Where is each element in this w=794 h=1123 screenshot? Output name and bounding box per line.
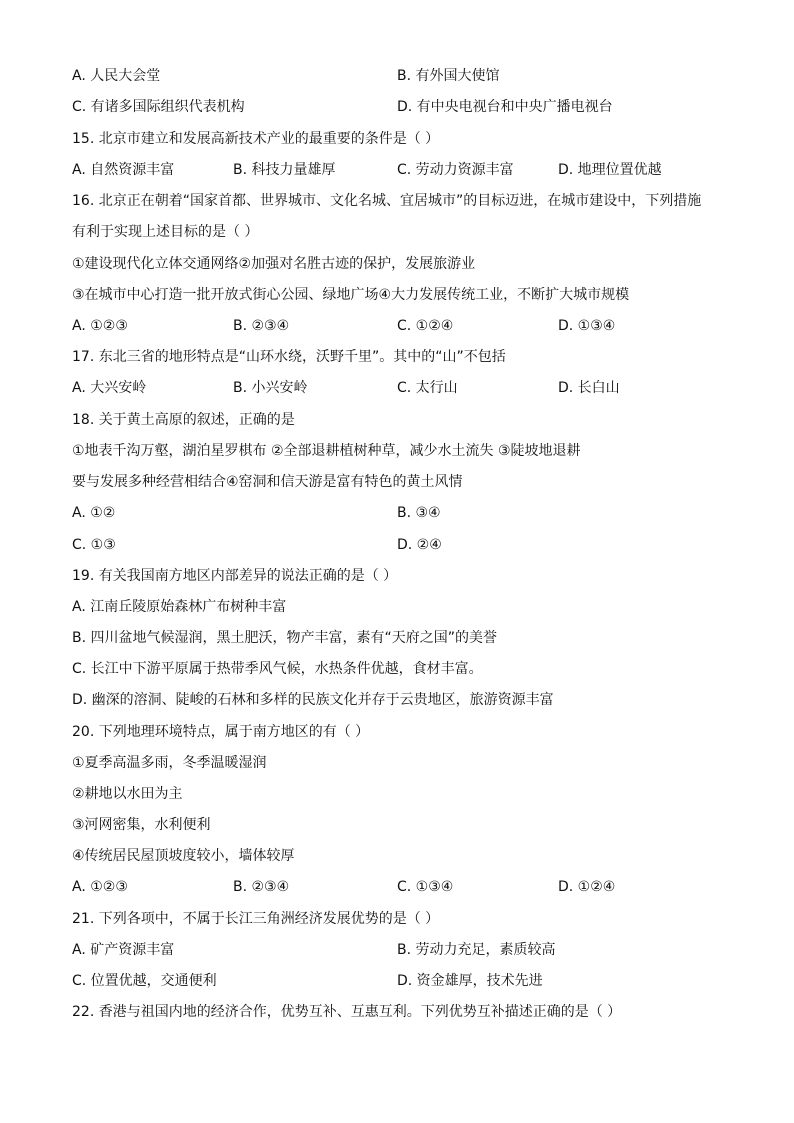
- q21-stem: 21. 下列各项中，不属于长江三角洲经济发展优势的是（ ）: [72, 911, 440, 927]
- q14-option-d: D. 有中央电视台和中央广播电视台: [397, 99, 613, 115]
- q17-option-a: A. 大兴安岭: [72, 380, 147, 396]
- q15-option-b: B. 科技力量雄厚: [233, 162, 336, 178]
- q17-option-d: D. 长白山: [558, 380, 620, 396]
- q14-option-b: B. 有外国大使馆: [397, 68, 500, 84]
- q21-option-c: C. 位置优越，交通便利: [72, 973, 217, 989]
- q20-option-c: C. ①③④: [397, 879, 454, 895]
- q20-option-d: D. ①②④: [558, 879, 616, 895]
- q20-stem: 20. 下列地理环境特点，属于南方地区的有（ ）: [72, 724, 370, 740]
- q19-stem: 19. 有关我国南方地区内部差异的说法正确的是（ ）: [72, 568, 398, 584]
- q19-option-d: D. 幽深的溶洞、陡峻的石林和多样的民族文化并存于云贵地区，旅游资源丰富: [72, 692, 554, 708]
- q20-item-1: ①夏季高温多雨，冬季温暖湿润: [72, 755, 267, 771]
- q16-option-d: D. ①③④: [558, 318, 616, 334]
- q16-stem-line2: 有利于实现上述目标的是（ ）: [72, 224, 259, 240]
- q18-option-d: D. ②④: [397, 537, 442, 553]
- q20-option-b: B. ②③④: [233, 879, 290, 895]
- q21-option-b: B. 劳动力充足，素质较高: [397, 942, 556, 958]
- q17-option-b: B. 小兴安岭: [233, 380, 308, 396]
- q19-option-b: B. 四川盆地气候湿润，黑土肥沃，物产丰富，素有“天府之国”的美誉: [72, 630, 498, 646]
- q16-option-a: A. ①②③: [72, 318, 128, 334]
- q14-option-c: C. 有诸多国际组织代表机构: [72, 99, 245, 115]
- q16-option-b: B. ②③④: [233, 318, 290, 334]
- q17-option-c: C. 太行山: [397, 380, 458, 396]
- q20-item-4: ④传统居民屋顶坡度较小，墙体较厚: [72, 848, 295, 864]
- q15-option-d: D. 地理位置优越: [558, 162, 662, 178]
- q15-stem: 15. 北京市建立和发展高新技术产业的最重要的条件是（ ）: [72, 131, 440, 147]
- q16-option-c: C. ①②④: [397, 318, 454, 334]
- q21-option-a: A. 矿产资源丰富: [72, 942, 175, 958]
- q20-item-3: ③河网密集，水利便利: [72, 817, 211, 833]
- q21-option-d: D. 资金雄厚，技术先进: [397, 973, 543, 989]
- q18-option-a: A. ①②: [72, 505, 116, 521]
- q15-option-a: A. 自然资源丰富: [72, 162, 175, 178]
- q19-option-a: A. 江南丘陵原始森林广布树种丰富: [72, 599, 287, 615]
- q18-items-line2: 要与发展多种经营相结合④窑洞和信天游是富有特色的黄土风情: [72, 474, 463, 490]
- q19-option-c: C. 长江中下游平原属于热带季风气候，水热条件优越，食材丰富。: [72, 661, 483, 677]
- q16-stem-line1: 16. 北京正在朝着“国家首都、世界城市、文化名城、宜居城市”的目标迈进，在城市建设中，下列措施: [72, 193, 702, 209]
- q20-item-2: ②耕地以水田为主: [72, 786, 183, 802]
- q18-items-line1: ①地表千沟万壑，湖泊星罗棋布 ②全部退耕植树种草，减少水土流失 ③陡坡地退耕: [72, 443, 581, 459]
- q20-option-a: A. ①②③: [72, 879, 128, 895]
- q17-stem: 17. 东北三省的地形特点是“山环水绕，沃野千里”。其中的“山”不包括: [72, 349, 506, 365]
- q16-items-line2: ③在城市中心打造一批开放式街心公园、绿地广场④大力发展传统工业，不断扩大城市规模: [72, 287, 630, 303]
- q22-stem: 22. 香港与祖国内地的经济合作，优势互补、互惠互利。下列优势互补描述正确的是（ ）: [72, 1004, 622, 1020]
- q18-stem: 18. 关于黄土高原的叙述，正确的是: [72, 412, 295, 428]
- q15-option-c: C. 劳动力资源丰富: [397, 162, 514, 178]
- q18-option-b: B. ③④: [397, 505, 441, 521]
- q14-option-a: A. 人民大会堂: [72, 68, 161, 84]
- q16-items-line1: ①建设现代化立体交通网络②加强对名胜古迹的保护，发展旅游业: [72, 256, 476, 272]
- q18-option-c: C. ①③: [72, 537, 116, 553]
